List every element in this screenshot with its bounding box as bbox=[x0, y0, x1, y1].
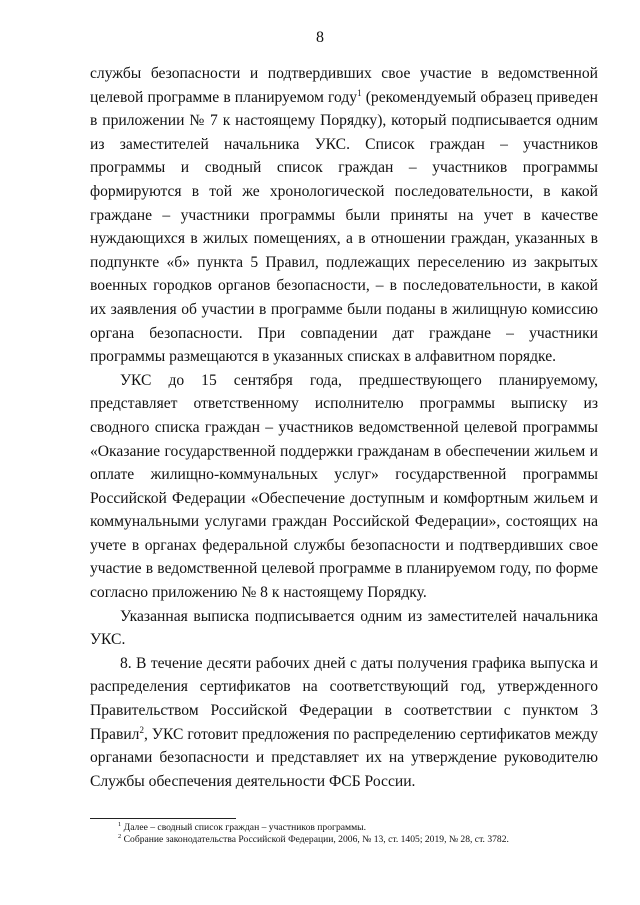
paragraph-text: (рекомендуемый образец приведен в приложении № 7 к настоящему Порядку), который подписывается одним из заместителей начальника УКС. Список граждан – участников программы и сводный список граждан – участников программы формируются в той же хронологической последовательности, в какой граждане – участники программы были приняты на учет в качестве нуждающихся в жилых помещениях, а в отношении граждан, указанных в подпункте «б» пункта 5 Правил, подлежащих переселению из закрытых военных городков органов безопасности, – в последовательности, в какой их заявления об участии в программе были поданы в жилищную комиссию органа безопасности. При совпадении дат граждане – участники программы размещаются в указанных списках в алфавитном порядке. bbox=[90, 88, 598, 366]
footnotes bbox=[118, 822, 598, 846]
paragraph-continued bbox=[90, 62, 598, 369]
paragraph-uks-extract: УКС до 15 сентября года, предшествующего планируемому, представляет ответственному исполнителю программы выписку из сводного списка граждан – участников ведомственной целевой программы «Оказание государственной поддержки гражданам в обеспечении жильем и оплате жилищно-коммунальных услуг» государственной программы Российской Федерации «Обеспечение доступным и комфортным жильем и коммунальными услугами граждан Российской Федерации», состоящих на учете в органах федеральной службы безопасности и подтвердивших свое участие в ведомственной целевой программе в планируемом году, по форме согласно приложению № 8 к настоящему Порядку. bbox=[90, 371, 598, 602]
footnote-text: Собрание законодательства Российской Федерации, 2006, № 13, ст. 1405; 2019, № 28, ст. 3782. bbox=[121, 834, 509, 845]
paragraph-text: 8. В течение десяти рабочих дней с даты получения графика выпуска и распределения сертификатов на соответствующий год, утвержденного Правительством Российской Федерации в соответствии с пунктом 3 Правил bbox=[90, 654, 598, 743]
paragraph-text: , УКС готовит предложения по распределению сертификатов между органами безопасности и представляет их на утверждение руководителю Службы обеспечения деятельности ФСБ России. bbox=[90, 725, 598, 790]
footnote-mark: 2 bbox=[118, 833, 122, 840]
footnote-ref-1: 1 bbox=[357, 87, 362, 98]
page-number: 8 bbox=[316, 29, 324, 46]
paragraph-item-8 bbox=[90, 652, 598, 794]
footnote-1 bbox=[118, 822, 598, 834]
paragraph-text: службы безопасности и подтвердивших свое участие в ведомственной целевой программе в планируемом году bbox=[90, 65, 598, 106]
footnote-2 bbox=[118, 834, 598, 846]
footnote-divider bbox=[90, 818, 236, 819]
paragraph-extract-signed: Указанная выписка подписывается одним из заместителей начальника УКС. bbox=[90, 607, 598, 649]
footnote-mark: 1 bbox=[118, 821, 122, 828]
document-body bbox=[90, 62, 598, 793]
footnote-text: Далее – сводный список граждан – участников программы. bbox=[121, 822, 366, 833]
footnote-ref-2: 2 bbox=[139, 724, 144, 735]
